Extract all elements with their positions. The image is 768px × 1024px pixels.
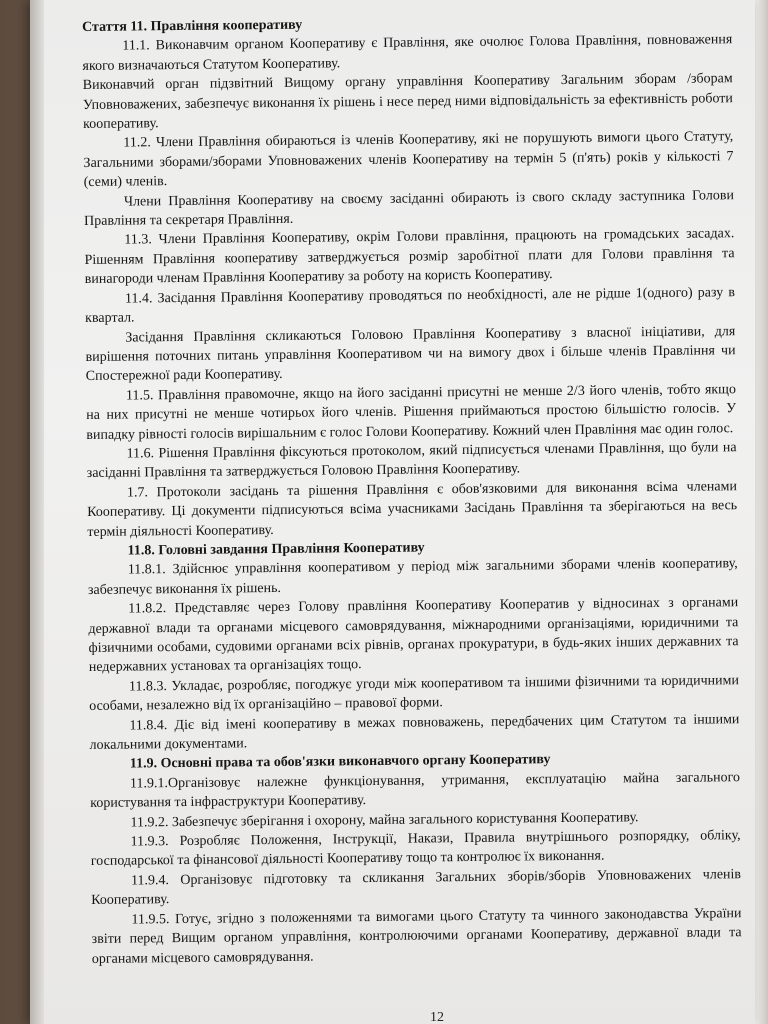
article-title: Стаття 11. Правління кооперативу xyxy=(82,17,303,35)
paragraph: Виконавчий орган підзвітний Вищому органу управління Кооперативу Загальним зборам /зборам Уповноважених, забезпечує виконання їх рішень і несе перед ними відповідальність за ефективність роботи кооперативу. xyxy=(82,71,733,133)
list-item: 11.9.2. Забезпечує зберігання і охорону, майна загального користування Кооперативу. xyxy=(130,809,639,831)
list-item: 11.8.2. Представляє через Голову правління Кооперативу Кооператив у відносинах з органами державної влади та органами місцевого самоврядування, міжнародними організаціями, юридичними та фізичними особами, судовими органами всіх рівнів, органах прокуратури, в будь-яких інших державних та недержавних установах та організаціях тощо. xyxy=(88,595,739,676)
paragraph: 11.6. Рішення Правління фіксуються протоколом, який підписується членами Правління, що були на засіданні Правління та затверджується Головою Правління Кооперативу. xyxy=(86,440,737,482)
list-item: 11.9.3. Розробляє Положення, Інструкції, Накази, Правила внутрішнього розпорядку, обліку, господарської та фінансової діяльності Кооперативу тощо та контролює їх виконання. xyxy=(90,828,741,870)
list-item: 11.9.1.Організовує належне функціонування, утримання, експлуатацію майна загального користування та інфраструктури Кооперативу. xyxy=(90,769,741,812)
document-body xyxy=(82,11,742,969)
list-item: 11.9.4. Організовує підготовку та скликання Загальних зборів/зборів Уповноважених членів Кооперативу. xyxy=(91,867,742,909)
paragraph: 11.4. Засідання Правління Кооперативу проводяться по необхідності, але не рідше 1(одного) разу в квартал. xyxy=(85,284,735,327)
paragraph: 11.1. Виконавчим органом Кооперативу є Правління, яке очолює Голова Правління, повноваження якого визначаються Статутом Кооперативу. xyxy=(82,32,733,74)
list-item: 11.9.5. Готує, згідно з положеннями та вимогами цього Статуту та чинного законодавства України звіти перед Вищим органом управління, контролюючими органами Кооперативу, державної влади та органами місцевого самоврядування. xyxy=(91,905,742,967)
page-binding xyxy=(30,0,44,1024)
paragraph: 11.2. Члени Правління обираються із членів Кооперативу, які не порушують вимоги цього Статуту, Загальними зборами/зборами Уповноважених членів Кооперативу на термін 5 (п'ять) років у кількості 7 (семи) членів. xyxy=(83,129,734,191)
paragraph: Засідання Правління скликаються Головою Правління Кооперативу з власної ініціативи, для вирішення поточних питань управління Кооперативом чи на вимогу двох і більше членів Правління чи Спостережної ради Кооперативу. xyxy=(85,323,736,385)
page-number: 12 xyxy=(430,1010,444,1024)
paragraph: 11.3. Члени Правління Кооперативу, окрім Голови правління, працюють на громадських засадах. Рішенням Правління кооперативу затверджується розмір заробітної плати для Голови правління та винагороди членам Правління Кооперативу за роботу на користь Кооперативу. xyxy=(84,226,735,288)
paragraph: 1.7. Протоколи засідань та рішення Правління є обов'язковими для виконання всіма членами Кооперативу. Ці документи підписуються всіма учасниками Засідань Правління та зберігаються на весь термін діяльності Кооперативу. xyxy=(87,478,738,540)
paragraph: 11.5. Правління правомочне, якщо на його засіданні присутні не менше 2/3 його членів, тобто якщо на них присутні не менше чотирьох його членів. Рішення приймаються простою більшістю голосів. У випадку рівності голосів вирішальним є голос Голови Кооперативу. Кожний член Правління має один голос. xyxy=(86,381,737,443)
list-item: 11.8.3. Укладає, розробляє, погоджує угоди між кооперативом та іншими фізичними та юридичними особами, незалежно від їх організаційно – правової форми. xyxy=(89,672,740,715)
section-heading: 11.8. Головні завдання Правління Кооперативу xyxy=(127,540,425,559)
list-item: 11.8.1. Здійснює управління кооперативом у період між загальними зборами членів кооперативу, забезпечує виконання їх рішень. xyxy=(87,556,738,598)
paragraph: Члени Правління Кооперативу на своєму засіданні обирають із свого складу заступника Голови Правління та секретаря Правління. xyxy=(84,187,734,230)
list-item: 11.8.4. Діє від імені кооперативу в межах повноважень, передбачених цим Статутом та іншими локальними документами. xyxy=(89,711,740,753)
section-heading: 11.9. Основні права та обов'язки виконавчого органу Кооперативу xyxy=(129,752,551,772)
document-page xyxy=(30,0,755,1024)
